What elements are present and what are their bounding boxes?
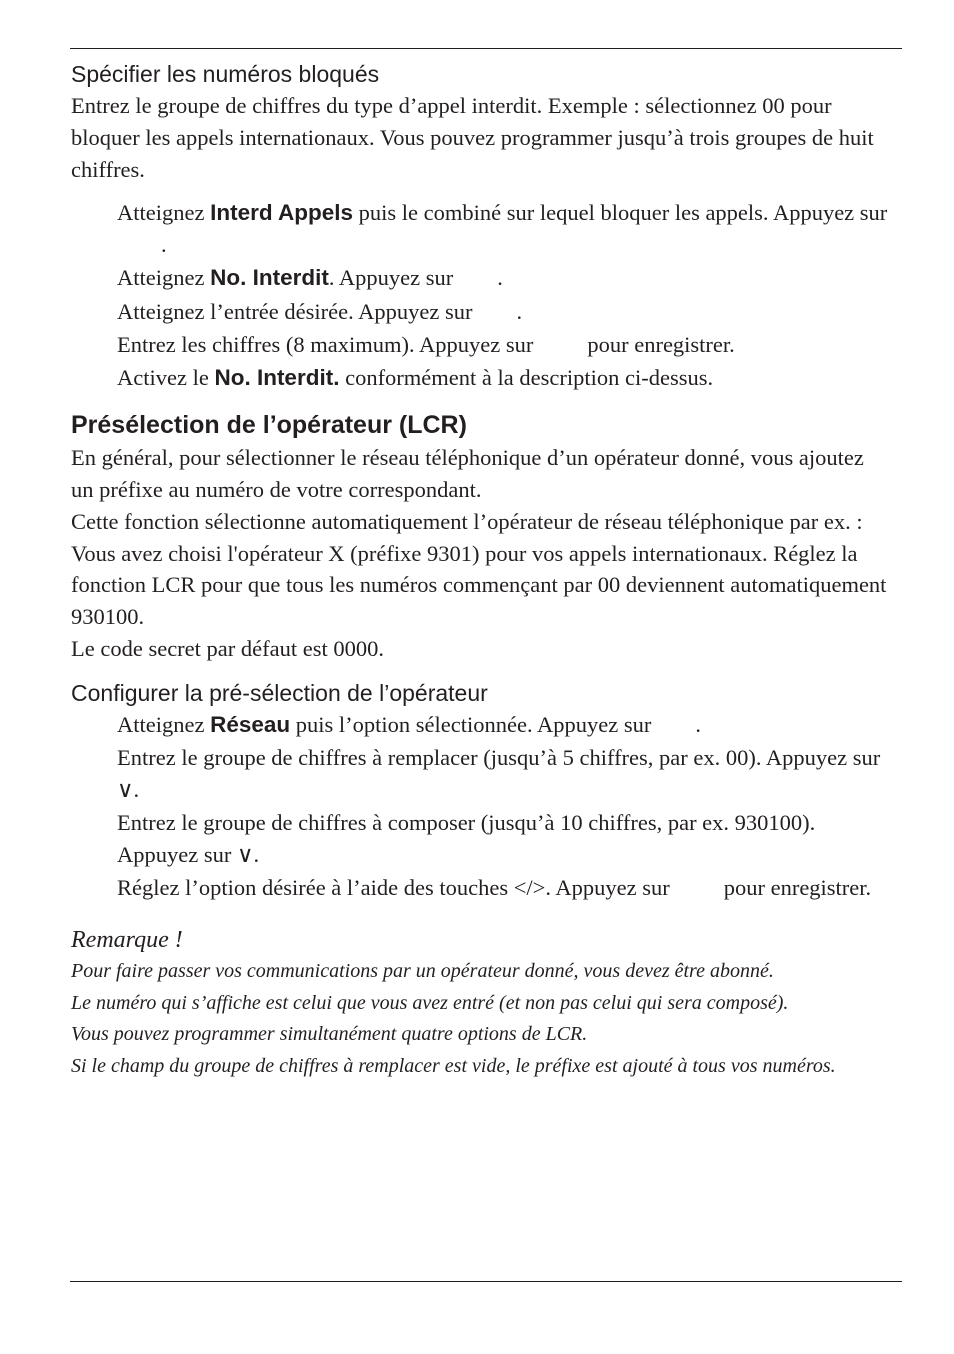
lcr-paragraph-3: Vous avez choisi l'opérateur X (préfixe 9301) pour vos appels internationaux. Réglez la fonction LCR pour que tous les numéros commençant par 00 deviennent automatiquement 930100. bbox=[71, 540, 887, 630]
step-text: pour enregistrer. bbox=[587, 332, 735, 358]
section-lcr-heading: Présélection de l’opérateur (LCR) bbox=[71, 411, 467, 440]
step-text: Entrez le groupe de chiffres à remplacer (jusqu’à 5 chiffres, par ex. 00). Appuyez sur ∨. bbox=[117, 745, 881, 802]
step-3 bbox=[117, 807, 891, 871]
step-4 bbox=[117, 872, 891, 904]
step-text: . bbox=[497, 265, 503, 291]
step-text: puis l’option sélectionnée. Appuyez sur bbox=[290, 711, 652, 737]
step-text: Entrez les chiffres (8 maximum). Appuyez sur bbox=[117, 332, 534, 358]
section-blocked-numbers-heading: Spécifier les numéros bloqués bbox=[71, 61, 380, 87]
page-content bbox=[71, 58, 891, 1082]
step-text: Réglez l’option désirée à l’aide des touches </>. Appuyez sur bbox=[117, 875, 670, 901]
note-line: Pour faire passer vos communications par un opérateur donné, vous devez être abonné. bbox=[71, 960, 774, 983]
step-text: Activez le bbox=[117, 365, 215, 391]
menu-keyword: Interd Appels bbox=[210, 200, 354, 226]
step-3 bbox=[117, 296, 891, 328]
step-text: . bbox=[516, 298, 523, 324]
step-text: Atteignez bbox=[117, 200, 211, 226]
lcr-paragraph-4: Le code secret par défaut est 0000. bbox=[71, 635, 384, 661]
section-blocked-numbers-intro: Entrez le groupe de chiffres du type d’appel interdit. Exemple : sélectionnez 00 pour bloquer les appels internationaux. Vous pouvez programmer jusqu’à trois groupes de huit chiffres. bbox=[71, 93, 874, 182]
header-rule bbox=[70, 48, 902, 49]
menu-keyword: No. Interdit bbox=[210, 265, 329, 291]
note-line: Vous pouvez programmer simultanément quatre options de LCR. bbox=[71, 1023, 588, 1046]
step-4 bbox=[117, 329, 891, 361]
step-text: . Appuyez sur bbox=[328, 265, 454, 291]
note-line: Si le champ du groupe de chiffres à remplacer est vide, le préfixe est ajouté à tous vos numéros. bbox=[71, 1054, 836, 1077]
step-5 bbox=[117, 362, 891, 394]
lcr-paragraph-2: Cette fonction sélectionne automatiquement l’opérateur de réseau téléphonique par ex. : bbox=[71, 508, 863, 534]
blocked-numbers-steps bbox=[71, 197, 891, 394]
step-text: . bbox=[161, 232, 167, 258]
note-line: Le numéro qui s’affiche est celui que vous avez entré (et non pas celui qui sera composé). bbox=[71, 991, 789, 1014]
step-1 bbox=[117, 197, 891, 261]
step-1 bbox=[117, 709, 891, 741]
step-text: puis le combiné sur lequel bloquer les appels. Appuyez sur bbox=[353, 200, 888, 226]
menu-keyword: No. Interdit. bbox=[214, 365, 340, 391]
step-text: pour enregistrer. bbox=[723, 875, 872, 901]
step-text: . bbox=[695, 711, 701, 737]
note-title: Remarque ! bbox=[71, 927, 183, 954]
step-text: Entrez le groupe de chiffres à composer (jusqu’à 10 chiffres, par ex. 930100). Appuyez sur ∨. bbox=[117, 810, 816, 867]
section-lcr-config-heading: Configurer la pré-sélection de l’opérateur bbox=[71, 679, 488, 706]
step-text: conformément à la description ci-dessus. bbox=[339, 365, 714, 391]
step-text: Atteignez bbox=[117, 265, 211, 291]
step-text: Atteignez l’entrée désirée. Appuyez sur bbox=[117, 298, 473, 324]
menu-keyword: Réseau bbox=[210, 711, 291, 737]
step-2 bbox=[117, 262, 891, 294]
lcr-paragraph-1: En général, pour sélectionner le réseau téléphonique d’un opérateur donné, vous ajoutez un préfixe au numéro de votre correspondant. bbox=[71, 445, 864, 502]
step-2 bbox=[117, 742, 891, 806]
step-text: Atteignez bbox=[117, 711, 211, 737]
lcr-config-steps bbox=[71, 709, 891, 904]
footer-rule bbox=[70, 1281, 902, 1282]
